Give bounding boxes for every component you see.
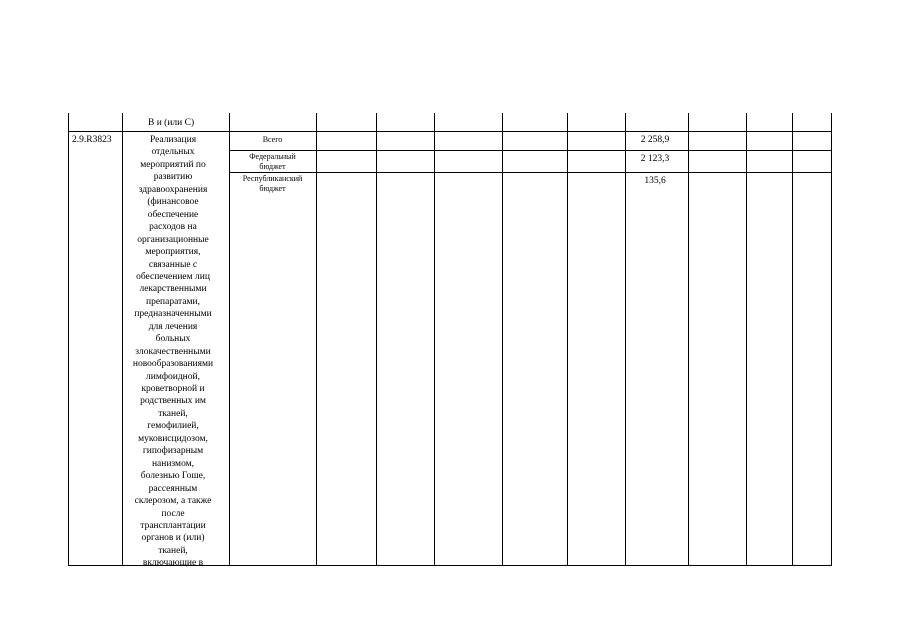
col-line-12 xyxy=(831,113,832,565)
description-line: (финансовое xyxy=(147,197,199,208)
description-line: рассеянным xyxy=(148,483,198,494)
description-line: организационные xyxy=(137,234,209,245)
col-line-3 xyxy=(316,113,317,565)
description-line: после xyxy=(161,508,185,519)
description-line: нанизмом, xyxy=(151,458,195,469)
description-line: склерозом, а также xyxy=(134,496,212,507)
source-label-federal-2: бюджет xyxy=(259,162,286,171)
value-total: 2 258,9 xyxy=(640,135,670,145)
description-line: гипофизарным xyxy=(142,446,204,457)
description-line: отдельных xyxy=(151,147,195,158)
row-divider-federal xyxy=(229,150,832,151)
value-republic: 135,6 xyxy=(644,176,666,186)
description-line: родственных им xyxy=(140,396,206,407)
description-line: муковисцидозом, xyxy=(138,433,208,444)
source-label-total: Всего xyxy=(262,135,283,144)
description-line: лекарственными xyxy=(139,284,207,295)
description-line: мероприятия, xyxy=(145,247,201,258)
description-line: тканей, xyxy=(158,408,188,419)
description-line: для лечения xyxy=(148,321,198,332)
description-line: кроветворной и xyxy=(141,384,205,394)
col-line-11 xyxy=(792,113,793,565)
description-line: развитию xyxy=(153,172,193,183)
description-line: трансплантации xyxy=(140,520,206,531)
description-line: злокачественными xyxy=(135,346,211,357)
description-line: обеспечение xyxy=(147,209,199,220)
description-line: лимфоидной, xyxy=(146,371,200,382)
row-code: 2.9.R3823 xyxy=(72,135,112,145)
col-line-5 xyxy=(434,113,435,565)
source-label-federal-1: Федеральный xyxy=(249,152,296,161)
description-line: болезнью Гоше, xyxy=(140,471,206,482)
col-line-4 xyxy=(376,113,377,565)
col-line-6 xyxy=(502,113,503,565)
description-line: гемофилией, xyxy=(147,421,199,432)
source-label-republic-1: Республиканский xyxy=(242,174,303,183)
description-line: новообразованиями xyxy=(132,359,214,370)
value-federal: 2 123,3 xyxy=(640,154,670,164)
source-label-republic-2: бюджет xyxy=(259,184,286,193)
description-line: обеспечением лиц xyxy=(136,271,210,282)
header-row-text: В и (или С) xyxy=(148,118,195,128)
description-line: связанные с xyxy=(148,259,198,270)
table-border-top xyxy=(68,131,832,132)
col-line-10 xyxy=(746,113,747,565)
description-line: мероприятий по xyxy=(140,159,206,170)
description-line: включающие в xyxy=(142,558,204,569)
description-line: препаратами, xyxy=(145,296,201,307)
col-line-7 xyxy=(567,113,568,565)
description-line: здравоохранения xyxy=(138,184,208,195)
col-line-0 xyxy=(68,113,69,565)
description-line: предназначенными xyxy=(134,309,212,320)
description-line: расходов на xyxy=(149,222,197,233)
description-line: тканей, xyxy=(158,545,188,556)
row-divider-republic xyxy=(229,172,832,173)
col-line-9 xyxy=(688,113,689,565)
description-line: больных xyxy=(155,334,191,345)
description-line: Реализация xyxy=(149,135,197,145)
description-line: органов и (или) xyxy=(141,533,205,544)
